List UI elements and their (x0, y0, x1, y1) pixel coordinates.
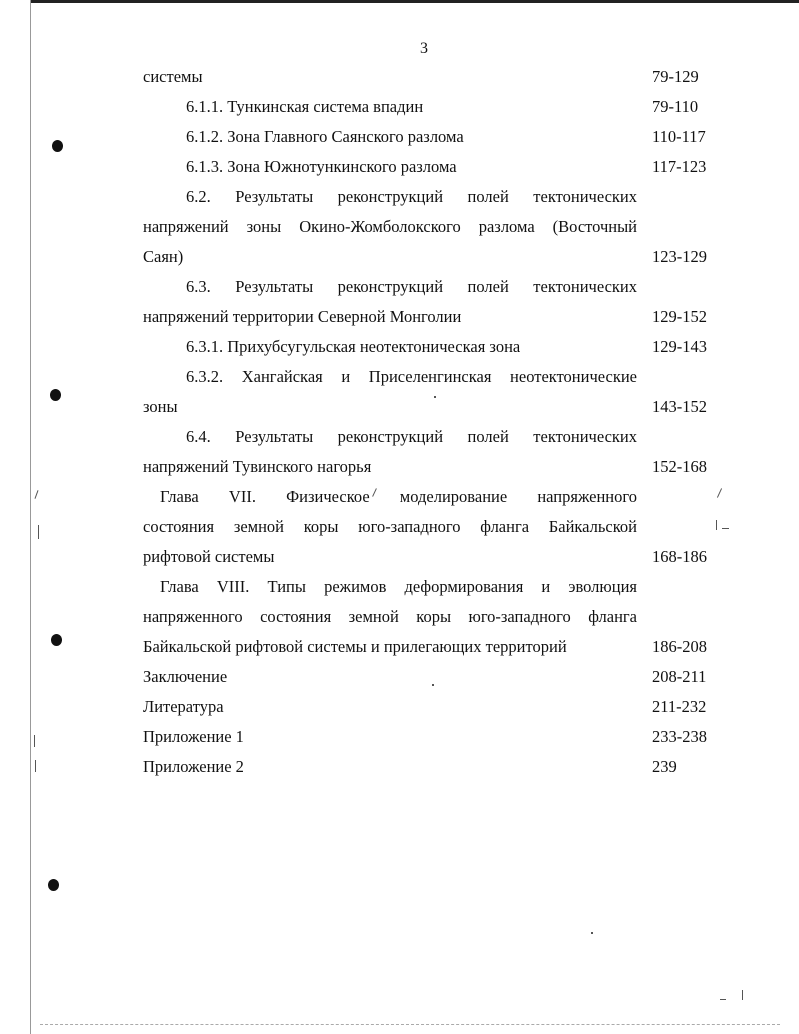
toc-entry (0, 692, 799, 722)
toc-entry (0, 752, 799, 782)
toc-entry-title: 6.1.2. Зона Главного Саянского разлома (186, 127, 464, 146)
toc-entry-pages: 79-110 (652, 97, 699, 116)
toc-entry-title: Глава VII. Физическое моделирование напряженного (160, 487, 637, 506)
toc-entry-line (0, 392, 799, 422)
punch-hole-4 (48, 879, 59, 891)
toc-entry-pages: 110-117 (652, 127, 706, 146)
toc-entry-title: состояния земной коры юго-западного фланга Байкальской (143, 517, 637, 536)
toc-entry-line (0, 542, 799, 572)
toc-entry-pages: 79-129 (652, 67, 699, 86)
toc-entry-line (0, 272, 799, 302)
toc-entry-title: 6.3.1. Прихубсугульская неотектоническая зона (186, 337, 521, 356)
toc-entry-pages: 117-123 (652, 157, 707, 176)
page-number: 3 (420, 40, 428, 57)
toc-entry-line (0, 632, 799, 662)
toc-entry (0, 122, 799, 152)
toc-entry (0, 92, 799, 122)
toc-entry-pages: 233-238 (652, 727, 707, 746)
scan-top-edge (30, 0, 799, 3)
toc-entry-title: системы (143, 67, 203, 86)
toc-entry-line (0, 212, 799, 242)
scan-speck (742, 990, 743, 1000)
toc-entry-title: Байкальской рифтовой системы и прилегающих территорий (143, 637, 567, 656)
toc-entry-pages: 168-186 (652, 547, 707, 566)
toc-entry-line (0, 602, 799, 632)
scan-speck (591, 932, 593, 934)
toc-entry-pages: 143-152 (652, 397, 707, 416)
toc-entry-line (0, 482, 799, 512)
toc-entry-title: рифтовой системы (143, 547, 275, 566)
toc-entry (0, 332, 799, 362)
toc-entry (0, 152, 799, 182)
toc-entry-pages: 186-208 (652, 637, 707, 656)
toc-entry-title: 6.1.1. Тункинская система впадин (186, 97, 424, 116)
toc-entry-title: Литература (143, 697, 224, 716)
toc-entry-line (0, 302, 799, 332)
toc-entry-title: напряжений зоны Окино-Жомболокского разлома (Восточный (143, 217, 637, 236)
toc-entry-title: напряжений территории Северной Монголии (143, 307, 462, 326)
toc-entry-line (0, 422, 799, 452)
toc-entry-title: Приложение 2 (143, 757, 244, 776)
toc-entry-line (0, 572, 799, 602)
toc-entry-line (0, 452, 799, 482)
toc-entry-title: Заключение (143, 667, 228, 686)
toc-entry-line (0, 182, 799, 212)
toc-entry-title: Приложение 1 (143, 727, 244, 746)
toc-entry-line (0, 242, 799, 272)
toc-entry-title: Глава VIII. Типы режимов деформирования и эволюция (160, 577, 637, 596)
toc-entry-pages: 152-168 (652, 457, 707, 476)
toc-entry-title: 6.3.2. Хангайская и Приселенгинская неотектонические (186, 367, 637, 386)
toc-entry-title: Саян) (143, 247, 184, 266)
toc-entry-title: напряжений Тувинского нагорья (143, 457, 372, 476)
scan-bottom-edge (40, 1024, 780, 1026)
toc-entry-title: 6.2. Результаты реконструкций полей тектонических (186, 187, 637, 206)
toc-entry-title: зоны (143, 397, 178, 416)
toc-entry (0, 62, 799, 92)
toc-entry-pages: 239 (652, 757, 677, 776)
toc-entry (0, 722, 799, 752)
toc-entry-line (0, 512, 799, 542)
toc-entry-pages: 211-232 (652, 697, 707, 716)
scan-speck (720, 999, 726, 1000)
toc-entry-pages: 208-211 (652, 667, 707, 686)
toc-entry (0, 662, 799, 692)
toc-entry-pages: 123-129 (652, 247, 707, 266)
toc-entry-title: 6.1.3. Зона Южнотункинского разлома (186, 157, 457, 176)
toc-entry-line (0, 362, 799, 392)
toc-entry-pages: 129-152 (652, 307, 707, 326)
toc-entry-pages: 129-143 (652, 337, 707, 356)
toc-entry-title: напряженного состояния земной коры юго-западного фланга (143, 607, 637, 626)
toc-entry-title: 6.3. Результаты реконструкций полей тектонических (186, 277, 637, 296)
toc-entry-title: 6.4. Результаты реконструкций полей тектонических (186, 427, 637, 446)
